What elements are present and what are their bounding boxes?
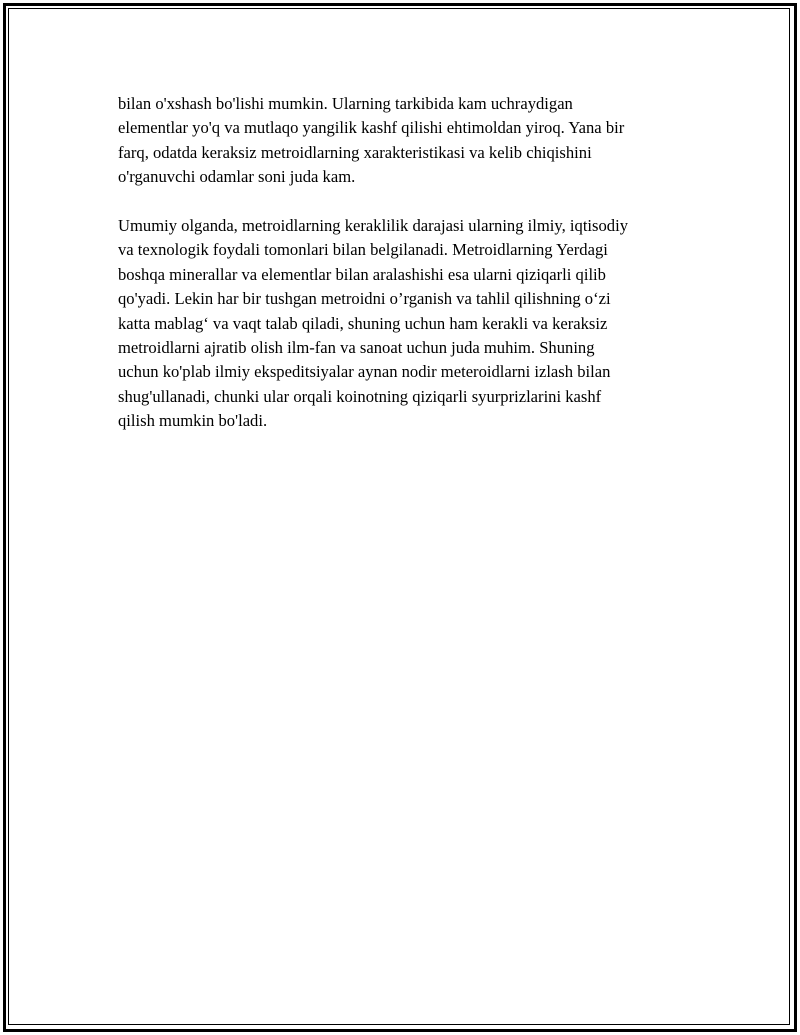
paragraph-2 xyxy=(118,214,688,434)
text-line: elementlar yo'q va mutlaqo yangilik kashf qilishi ehtimoldan yiroq. Yana bir xyxy=(118,118,625,138)
text-line: qilish mumkin bo'ladi. xyxy=(118,411,268,431)
paragraph-1 xyxy=(118,92,688,190)
text-line: uchun ko'plab ilmiy ekspeditsiyalar aynan nodir meteroidlarni izlash bilan xyxy=(118,362,611,382)
text-line: Umumiy olganda, metroidlarning keraklilik darajasi ularning ilmiy, iqtisodiy xyxy=(118,216,629,236)
document-body xyxy=(118,92,688,458)
text-line: o'rganuvchi odamlar soni juda kam. xyxy=(118,167,356,187)
text-line: bilan o'xshash bo'lishi mumkin. Ularning tarkibida kam uchraydigan xyxy=(118,94,573,113)
text-line: va texnologik foydali tomonlari bilan belgilanadi. Metroidlarning Yerdagi xyxy=(118,240,608,260)
text-line: qo'yadi. Lekin har bir tushgan metroidni o’rganish va tahlil qilishning o‘zi xyxy=(118,289,611,309)
text-line: boshqa minerallar va elementlar bilan aralashishi esa ularni qiziqarli qilib xyxy=(118,264,606,284)
text-line: farq, odatda keraksiz metroidlarning xarakteristikasi va kelib chiqishini xyxy=(118,142,592,162)
text-line: shug'ullanadi, chunki ular orqali koinotning qiziqarli syurprizlarini kashf xyxy=(118,386,602,406)
text-line: metroidlarni ajratib olish ilm-fan va sanoat uchun juda muhim. Shuning xyxy=(118,338,595,358)
text-line: katta mablag‘ va vaqt talab qiladi, shuning uchun ham kerakli va keraksiz xyxy=(118,313,608,333)
